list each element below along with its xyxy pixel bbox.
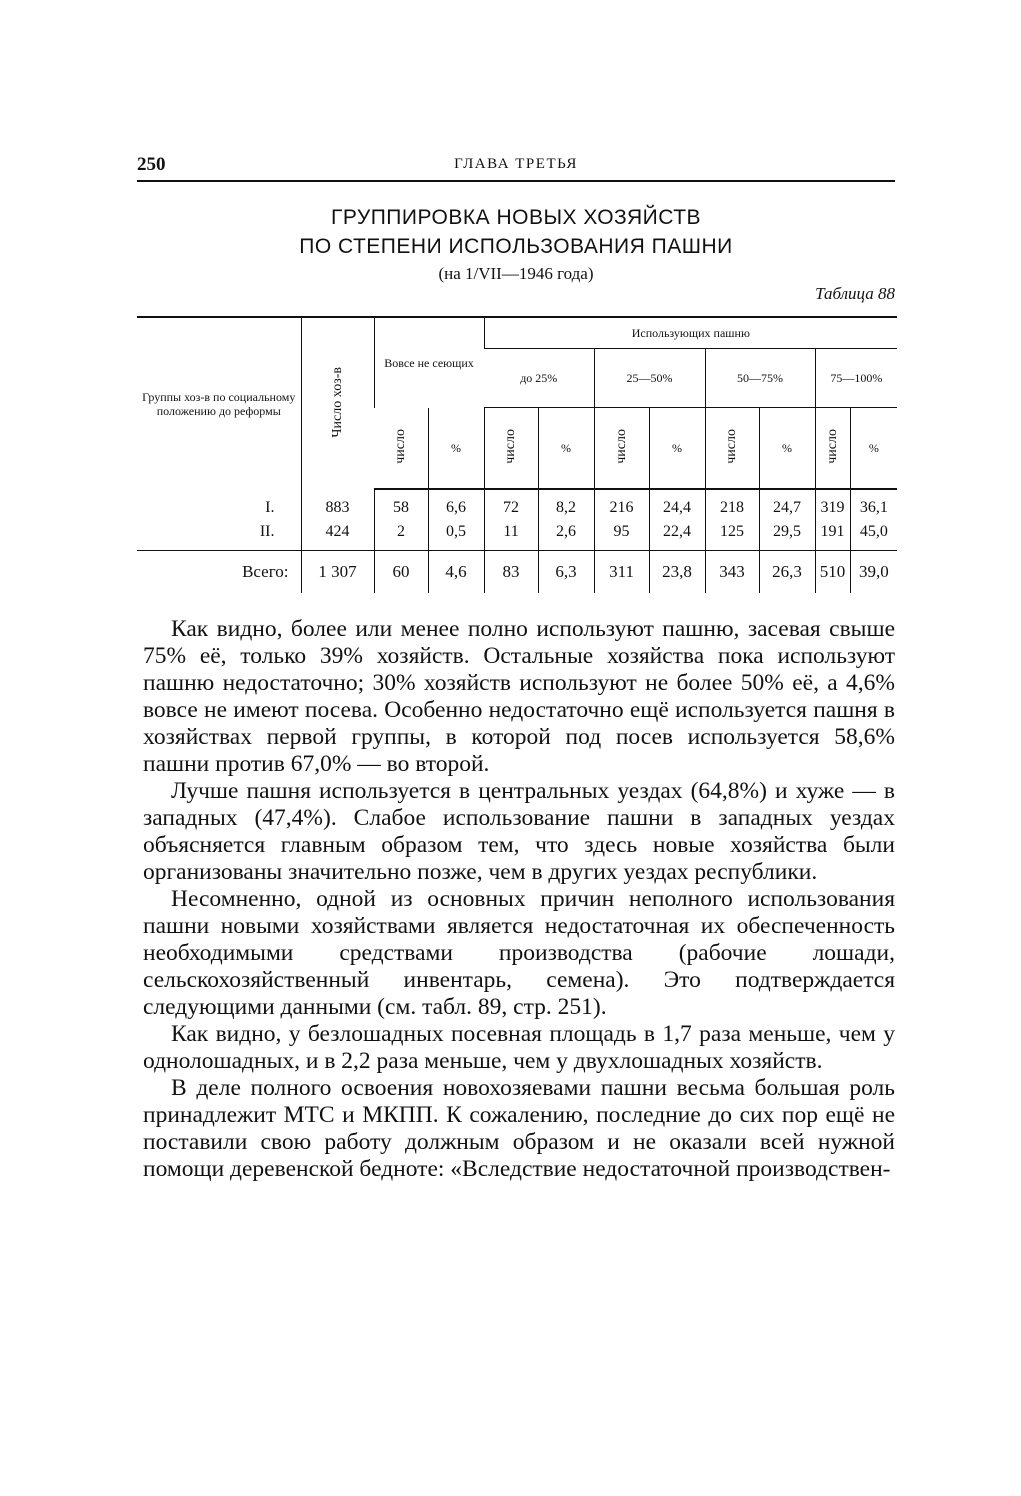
table-row: [137, 520, 897, 551]
body-text: [143, 616, 895, 1183]
header-percent: %: [759, 408, 815, 490]
paragraph: Несомненно, одной из основных причин неполного использования пашни новыми хозяйствами является недостаточная их обеспеченность необходимыми средствами производства (рабочие лошади, сельскохозяйственный инвентарь, семена). Это подтверждается следующими данными (см. табл. 89, стр. 251).: [143, 886, 895, 1020]
header-count: число: [594, 408, 649, 490]
header-range-0: до 25%: [484, 349, 594, 408]
paragraph: Как видно, более или менее полно используют пашню, засевая свыше 75% её, только 39% хозяйств. Остальные хозяйства пока используют пашню недостаточно; 30% хозяйств используют не более 50% её, а 4,6% вовсе не имеют посева. Особенно недостаточно ещё используется пашня в хозяйствах первой группы, в которой под посев используется 58,6% пашни против 67,0% — во второй.: [143, 616, 895, 777]
table-cell: 510: [815, 551, 850, 594]
row-label: II.: [137, 520, 301, 551]
paragraph: Как видно, у безлошадных посевная площадь в 1,7 раза меньше, чем у однолошадных, и в 2,2 раза меньше, чем у двухлошадных хозяйств.: [143, 1021, 895, 1074]
table-cell: 216: [594, 489, 649, 520]
header-count: число: [705, 408, 759, 490]
table-cell: 6,6: [428, 489, 484, 520]
header-farm-count: [301, 317, 374, 489]
table-cell: 22,4: [649, 520, 705, 551]
header-percent: %: [649, 408, 705, 490]
header-range-1: 25—50%: [594, 349, 705, 408]
table-number: Таблица 88: [815, 284, 895, 303]
paragraph: Лучше пашня используется в центральных уездах (64,8%) и хуже — в западных (47,4%). Слабое использование пашни в западных уездах объясняется главным образом тем, что здесь новые хозяйства были организованы значительно позже, чем в других уездах республики.: [143, 778, 895, 885]
statistics-table: [137, 316, 897, 593]
table-cell: 319: [815, 489, 850, 520]
table-cell: 125: [705, 520, 759, 551]
row-label: I.: [265, 498, 275, 516]
table-cell: 0,5: [428, 520, 484, 551]
table-cell: 72: [484, 489, 538, 520]
table-row: [137, 489, 897, 520]
table-cell: 58: [374, 489, 428, 520]
page-number: 250: [137, 154, 166, 175]
table-cell: 60: [374, 551, 428, 594]
header-range-2: 50—75%: [705, 349, 815, 408]
table-cell: 343: [705, 551, 759, 594]
table-cell: 424: [301, 520, 374, 551]
page-header: [137, 150, 895, 182]
table-cell: 95: [594, 520, 649, 551]
header-groups: Группы хоз-в по социальному положению до реформы: [142, 389, 296, 418]
table-cell: 4,6: [428, 551, 484, 594]
table-cell: 11: [484, 520, 538, 551]
table-title: [137, 203, 895, 261]
table-cell: 39,0: [850, 551, 897, 594]
table-cell: 191: [815, 520, 850, 551]
table-cell: 24,4: [649, 489, 705, 520]
table-cell: 45,0: [850, 520, 897, 551]
table-cell: 1 307: [301, 551, 374, 594]
header-using: Использующих пашню: [484, 317, 897, 349]
header-count: число: [374, 408, 428, 490]
table-total-row: [137, 551, 897, 594]
table-title-line-2: ПО СТЕПЕНИ ИСПОЛЬЗОВАНИЯ ПАШНИ: [299, 235, 733, 258]
header-percent: %: [538, 408, 594, 490]
table-cell: 883: [301, 489, 374, 520]
table-title-line-1: ГРУППИРОВКА НОВЫХ ХОЗЯЙСТВ: [330, 206, 702, 229]
table-cell: 26,3: [759, 551, 815, 594]
header-count: число: [484, 408, 538, 490]
header-count: число: [815, 408, 850, 490]
table-cell: 8,2: [538, 489, 594, 520]
table-cell: 2: [374, 520, 428, 551]
table-subtitle: (на 1/VII—1946 года): [438, 264, 594, 283]
table-cell: 311: [594, 551, 649, 594]
header-non-sowing: Вовсе не сеющих: [374, 317, 484, 408]
table-cell: 29,5: [759, 520, 815, 551]
header-percent: %: [428, 408, 484, 490]
table-cell: 36,1: [850, 489, 897, 520]
total-label: Всего:: [242, 562, 289, 581]
table-cell: 2,6: [538, 520, 594, 551]
table-cell: 6,3: [538, 551, 594, 594]
header-farm-count-label: Число хоз-в: [329, 366, 345, 438]
table-cell: 24,7: [759, 489, 815, 520]
running-title: ГЛАВА ТРЕТЬЯ: [454, 156, 578, 172]
table-cell: 83: [484, 551, 538, 594]
header-range-3: 75—100%: [815, 349, 897, 408]
header-percent: %: [850, 408, 897, 490]
table-cell: 23,8: [649, 551, 705, 594]
table-cell: 218: [705, 489, 759, 520]
paragraph: В деле полного освоения новохозяевами пашни весьма большая роль принадлежит МТС и МКПП. К сожалению, последние до сих пор ещё не поставили свою работу должным образом и не оказали всей нужной помощи деревенской бедноте: «Вследствие недостаточной производствен-: [143, 1075, 895, 1182]
